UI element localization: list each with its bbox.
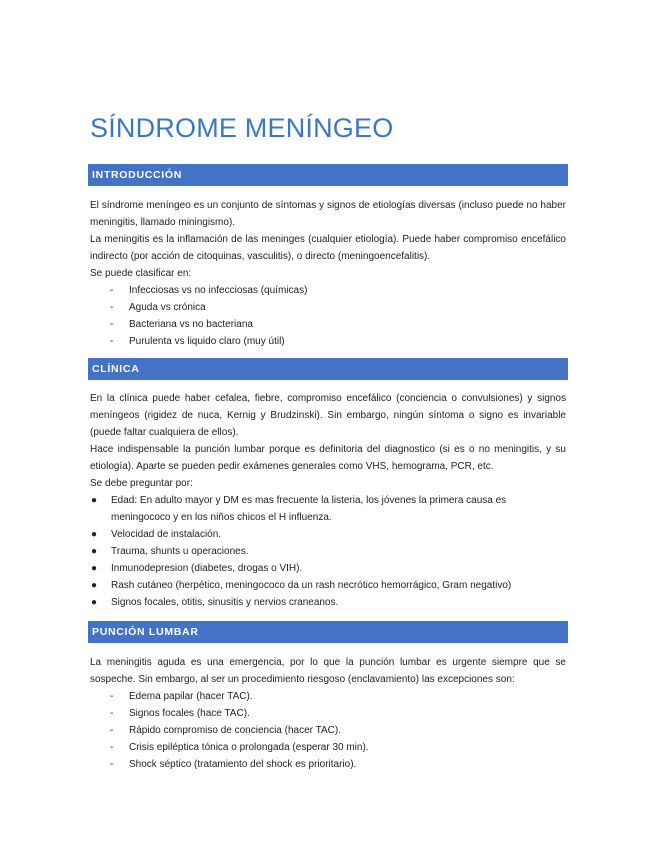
list-item bbox=[90, 560, 566, 577]
list-item-text: Edad: En adulto mayor y DM es mas frecuente la listeria, los jóvenes la primera causa es bbox=[111, 495, 507, 506]
list-item-text: Signos focales, otitis, sinusitis y nervios craneanos. bbox=[111, 597, 339, 608]
intro-paragraph-3: Se puede clasificar en: bbox=[90, 268, 192, 279]
intro-paragraph-2: La meningitis es la inflamación de las meninges (cualquier etiología). Puede haber compromiso encefálico indirecto (por acción de citoquinas, vasculitis), o directo (meningoencefalitis). bbox=[90, 234, 566, 262]
section-heading-introduccion: INTRODUCCIÓN bbox=[88, 164, 568, 186]
list-item: - Purulenta vs liquido claro (muy útil) bbox=[90, 333, 566, 350]
bullet-icon: ● bbox=[91, 563, 98, 574]
intro-paragraph-1: El síndrome meníngeo es un conjunto de síntomas y signos de etiologías diversas (incluso puede no haber meningitis, llamado miningismo). bbox=[90, 200, 566, 228]
list-item-text: Rash cutáneo (herpético, meningococo da un rash necrótico hemorrágico, Gram negativo) bbox=[111, 580, 512, 591]
clinica-paragraph-2: Hace indispensable la punción lumbar porque es definitoria del diagnostico (si es o no meningitis, y su etiología). Aparte se pueden pedir exámenes generales como VHS, hemograma, PCR, etc. bbox=[90, 444, 566, 472]
clinica-paragraph-3: Se debe preguntar por: bbox=[90, 478, 193, 489]
list-item: - Infecciosas vs no infecciosas (químicas) bbox=[90, 282, 566, 299]
intro-list bbox=[90, 282, 566, 350]
list-item bbox=[90, 543, 566, 560]
bullet-icon: ● bbox=[91, 597, 98, 608]
puncion-paragraph-1: La meningitis aguda es una emergencia, por lo que la punción lumbar es urgente siempre que se sospeche. Sin embargo, al ser un procedimiento riesgoso (enclavamiento) las excepciones son: bbox=[90, 657, 566, 685]
section-body-clinica bbox=[90, 390, 566, 611]
list-item bbox=[90, 594, 566, 611]
list-item-text: Inmunodepresion (diabetes, drogas o VIH). bbox=[111, 563, 303, 574]
page-title: SÍNDROME MENÍNGEO bbox=[90, 113, 394, 143]
list-item: - Shock séptico (tratamiento del shock es prioritario). bbox=[90, 756, 566, 773]
list-item bbox=[90, 526, 566, 543]
clinica-paragraph-1: En la clínica puede haber cefalea, fiebre, compromiso encefálico (conciencia o convulsiones) y signos meníngeos (rigidez de nuca, Kernig y Brudzinski). Sin embargo, ningún síntoma o signo es invariable (puede faltar cualquiera de ellos). bbox=[90, 393, 566, 438]
puncion-list bbox=[90, 688, 566, 773]
section-body-puncion-lumbar bbox=[90, 654, 566, 773]
section-body-introduccion bbox=[90, 197, 566, 350]
section-heading-puncion-lumbar: PUNCIÓN LUMBAR bbox=[88, 621, 568, 643]
bullet-icon: ● bbox=[91, 529, 98, 540]
list-item-continuation: meningococo y en los niños chicos el H influenza. bbox=[111, 512, 332, 523]
list-item bbox=[90, 577, 566, 594]
clinica-list bbox=[90, 492, 566, 611]
list-item: - Edema papilar (hacer TAC). bbox=[90, 688, 566, 705]
list-item: - Aguda vs crónica bbox=[90, 299, 566, 316]
bullet-icon: ● bbox=[91, 495, 98, 506]
bullet-icon: ● bbox=[91, 580, 98, 591]
list-item: - Rápido compromiso de conciencia (hacer TAC). bbox=[90, 722, 566, 739]
list-item-text: Trauma, shunts u operaciones. bbox=[111, 546, 249, 557]
list-item bbox=[90, 492, 566, 509]
list-item: - Crisis epiléptica tónica o prolongada (esperar 30 min). bbox=[90, 739, 566, 756]
section-heading-clinica: CLÍNICA bbox=[88, 358, 568, 380]
bullet-icon: ● bbox=[91, 546, 98, 557]
list-item: - Bacteriana vs no bacteriana bbox=[90, 316, 566, 333]
list-item-text: Velocidad de instalación. bbox=[111, 529, 222, 540]
list-item: - Signos focales (hace TAC). bbox=[90, 705, 566, 722]
